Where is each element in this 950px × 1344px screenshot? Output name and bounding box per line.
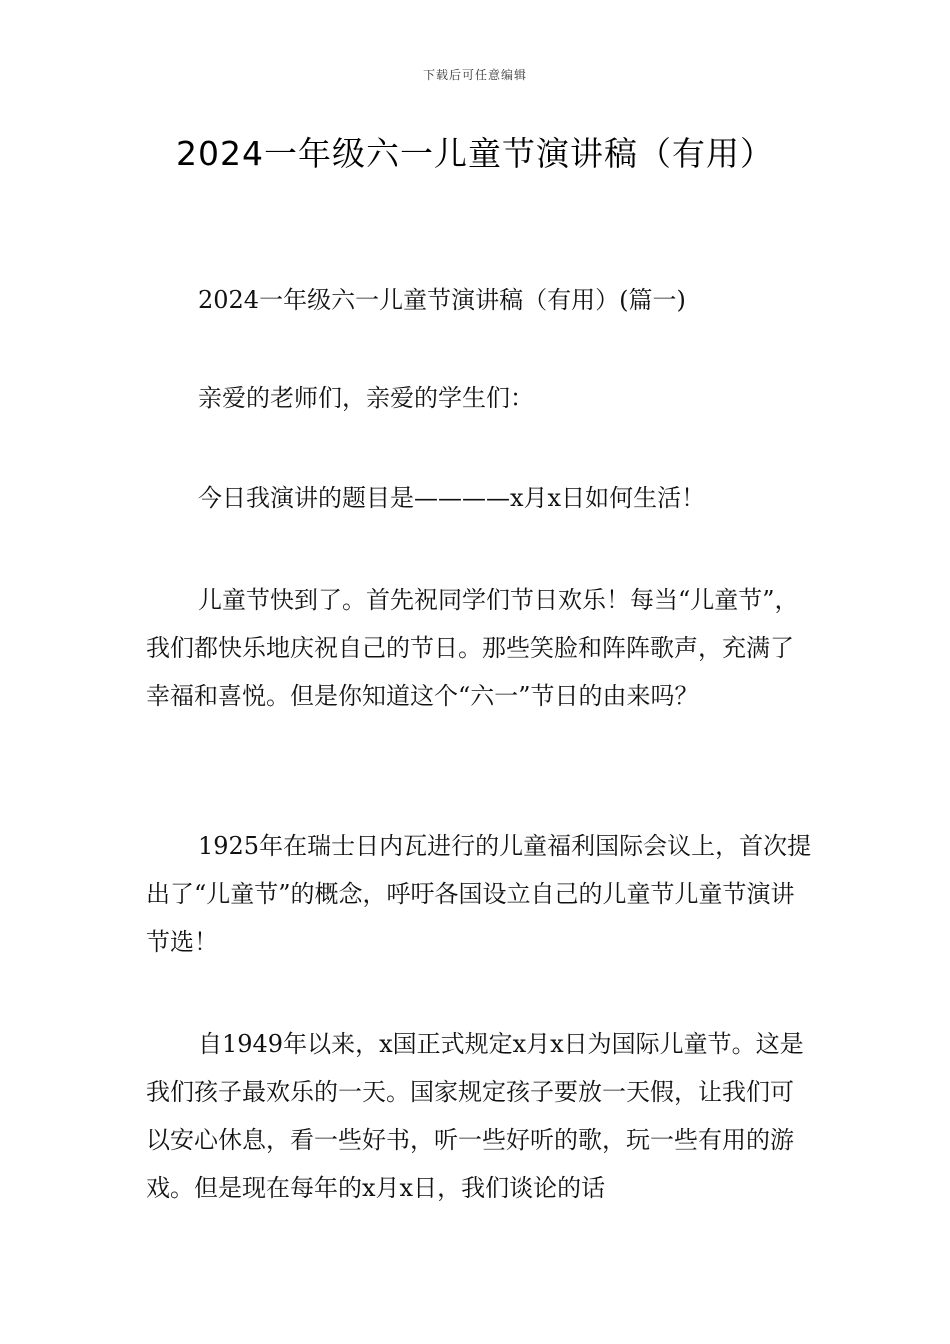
header-note: 下载后可任意编辑 [422,68,527,82]
paragraph-1925-conference: 1925年在瑞士日内瓦进行的儿童福利国际会议上，首次提出了“儿童节”的概念，呼吁各国设立自己的儿童节儿童节演讲节选！ [146,832,812,956]
paragraph-since-1949: 自1949年以来，x国正式规定x月x日为国际儿童节。这是我们孩子最欢乐的一天。国家规定孩子要放一天假，让我们可以安心休息，看一些好书，听一些好听的歌，玩一些有用的游戏。但是现在每年的x月x日，我们谈论的话 [146,1030,804,1202]
paragraph-childrens-day-origin-question: 儿童节快到了。首先祝同学们节日欢乐！每当“儿童节”，我们都快乐地庆祝自己的节日。那些笑脸和阵阵歌声，充满了幸福和喜悦。但是你知道这个“六一”节日的由来吗？ [146,586,799,710]
speech-topic-line: 今日我演讲的题目是————x月x日如何生活！ [198,484,706,512]
greeting-line: 亲爱的老师们，亲爱的学生们： [198,384,534,412]
document-title: 2024一年级六一儿童节演讲稿（有用） [176,134,774,173]
section-subtitle: 2024一年级六一儿童节演讲稿（有用）(篇一) [198,286,686,314]
